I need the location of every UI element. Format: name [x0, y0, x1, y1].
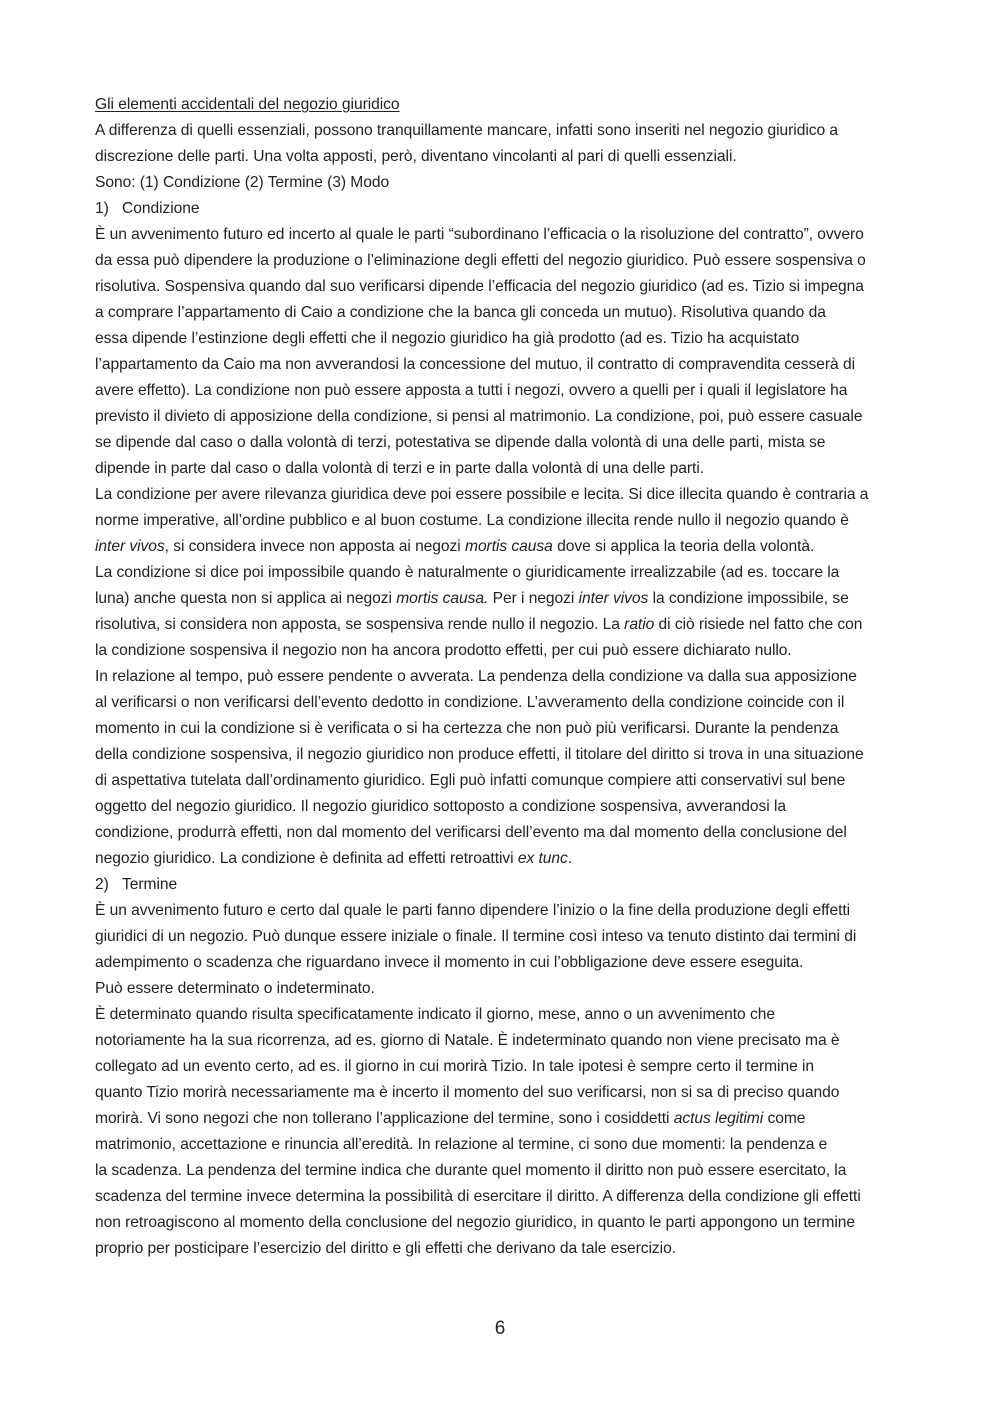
- text-span: morirà. Vi sono negozi che non tollerano l’applicazione del termine, sono i cosiddetti: [95, 1110, 674, 1127]
- text-span: , si considera invece non apposta ai negozi: [164, 538, 465, 555]
- intro-line: A differenza di quelli essenziali, possono tranquillamente mancare, infatti sono inseriti nel negozio giuridico a: [95, 122, 839, 139]
- text-line: proprio per posticipare l’esercizio del diritto e gli effetti che derivano da tale esercizio.: [95, 1240, 676, 1257]
- document-body: [95, 92, 915, 1262]
- text-line: norme imperative, all’ordine pubblico e al buon costume. La condizione illecita rende nullo il negozio quando è: [95, 512, 849, 529]
- text-line: risolutiva. Sospensiva quando dal suo verificarsi dipende l’efficacia del negozio giuridico (ad es. Tizio si impegna: [95, 278, 864, 295]
- text-line: È determinato quando risulta specificatamente indicato il giorno, mese, anno o un avvenimento che: [95, 1006, 775, 1023]
- text-line: [95, 846, 915, 872]
- text-line: dipende in parte dal caso o dalla volontà di terzi e in parte dalla volontà di una delle parti.: [95, 460, 705, 477]
- text-line: La condizione si dice poi impossibile quando è naturalmente o giuridicamente irrealizzabile (ad es. toccare la: [95, 564, 840, 581]
- text-line: la scadenza. La pendenza del termine indica che durante quel momento il diritto non può essere esercitato, la: [95, 1162, 847, 1179]
- text-line: collegato ad un evento certo, ad es. il giorno in cui morirà Tizio. In tale ipotesi è sempre certo il termine in: [95, 1058, 815, 1075]
- italic-term: inter vivos: [578, 590, 649, 607]
- text-line: da essa può dipendere la produzione o l’eliminazione degli effetti del negozio giuridico. Può essere sospensiva o: [95, 252, 866, 269]
- text-line: avere effetto). La condizione non può essere apposta a tutti i negozi, ovvero a quelli per i quali il legislatore ha: [95, 382, 848, 399]
- text-span: come: [763, 1110, 806, 1127]
- text-span: dove si applica la teoria della volontà.: [552, 538, 815, 555]
- document-title: Gli elementi accidentali del negozio giuridico: [95, 96, 400, 113]
- text-line: non retroagiscono al momento della conclusione del negozio giuridico, in quanto le parti appongono un termine: [95, 1214, 856, 1231]
- italic-term: mortis causa.: [396, 590, 489, 607]
- page-number: 6: [494, 1318, 506, 1339]
- text-span: .: [567, 850, 573, 867]
- intro-line: discrezione delle parti. Una volta apposti, però, diventano vincolanti al pari di quelli essenziali.: [95, 148, 737, 165]
- text-line: al verificarsi o non verificarsi dell’evento dedotto in condizione. L’avveramento della condizione coincide con il: [95, 694, 845, 711]
- text-line: condizione, produrrà effetti, non dal momento del verificarsi dell’evento ma dal momento della conclusione del: [95, 824, 847, 841]
- section-title: Condizione: [122, 200, 200, 217]
- text-line: essa dipende l’estinzione degli effetti che il negozio giuridico ha già prodotto (ad es. Tizio ha acquistato: [95, 330, 800, 347]
- text-line: l’appartamento da Caio ma non avverandosi la concessione del mutuo, il contratto di compravendita cesserà di: [95, 356, 855, 373]
- italic-term: actus legitimi: [673, 1110, 764, 1127]
- text-span: di ciò risiede nel fatto che con: [654, 616, 863, 633]
- italic-term: ex tunc: [517, 850, 568, 867]
- text-line: matrimonio, accettazione e rinuncia all’eredità. In relazione al termine, ci sono due momenti: la pendenza e: [95, 1136, 828, 1153]
- section-number: 1): [95, 200, 109, 217]
- text-line: momento in cui la condizione si è verificata o si ha certezza che non può più verificarsi. Durante la pendenza: [95, 720, 839, 737]
- text-line: la condizione sospensiva il negozio non ha ancora prodotto effetti, per cui può essere dichiarato nullo.: [95, 642, 792, 659]
- text-line: della condizione sospensiva, il negozio giuridico non produce effetti, il titolare del diritto si trova in una situazione: [95, 746, 864, 763]
- text-span: la condizione impossibile, se: [648, 590, 849, 607]
- italic-term: ratio: [624, 616, 655, 633]
- text-line: a comprare l’appartamento di Caio a condizione che la banca gli conceda un mutuo). Risolutiva quando da: [95, 304, 826, 321]
- text-line: previsto il divieto di apposizione della condizione, si pensi al matrimonio. La condizione, poi, può essere casuale: [95, 408, 863, 425]
- section-number: 2): [95, 876, 109, 893]
- text-line: quanto Tizio morirà necessariamente ma è incerto il momento del suo verificarsi, non si sa di preciso quando: [95, 1084, 840, 1101]
- italic-term: inter vivos: [95, 538, 165, 555]
- text-line: [95, 586, 915, 612]
- text-line: adempimento o scadenza che riguardano invece il momento in cui l’obbligazione deve essere eseguita.: [95, 954, 804, 971]
- text-line: [95, 1106, 915, 1132]
- text-line: Può essere determinato o indeterminato.: [95, 980, 375, 997]
- text-line: In relazione al tempo, può essere pendente o avverata. La pendenza della condizione va dalla sua apposizione: [95, 668, 857, 685]
- section-title: Termine: [122, 876, 178, 893]
- text-line: La condizione per avere rilevanza giuridica deve poi essere possibile e lecita. Si dice illecita quando è contraria a: [95, 486, 869, 503]
- text-line: È un avvenimento futuro e certo dal quale le parti fanno dipendere l’inizio o la fine della produzione degli effetti: [95, 902, 851, 919]
- section-heading-termine: [95, 872, 915, 898]
- text-line: [95, 612, 915, 638]
- text-span: Per i negozi: [488, 590, 579, 607]
- text-span: luna) anche questa non si applica ai negozi: [95, 590, 397, 607]
- text-span: negozio giuridico. La condizione è definita ad effetti retroattivi: [95, 850, 518, 867]
- intro-line: Sono: (1) Condizione (2) Termine (3) Modo: [95, 174, 390, 191]
- section-heading-condizione: [95, 196, 915, 222]
- text-line: [95, 534, 915, 560]
- text-line: se dipende dal caso o dalla volontà di terzi, potestativa se dipende dalla volontà di una delle parti, mista se: [95, 434, 826, 451]
- text-line: giuridici di un negozio. Può dunque essere iniziale o finale. Il termine così inteso va tenuto distinto dai termini di: [95, 928, 857, 945]
- text-line: oggetto del negozio giuridico. Il negozio giuridico sottoposto a condizione sospensiva, avverandosi la: [95, 798, 787, 815]
- italic-term: mortis causa: [465, 538, 553, 555]
- text-line: notoriamente ha la sua ricorrenza, ad es. giorno di Natale. È indeterminato quando non viene precisato ma è: [95, 1032, 840, 1049]
- text-line: di aspettativa tutelata dall’ordinamento giuridico. Egli può infatti comunque compiere atti conservativi sul bene: [95, 772, 846, 789]
- text-span: risolutiva, si considera non apposta, se sospensiva rende nullo il negozio. La: [95, 616, 625, 633]
- text-line: scadenza del termine invece determina la possibilità di esercitare il diritto. A differenza della condizione gli effetti: [95, 1188, 861, 1205]
- text-line: È un avvenimento futuro ed incerto al quale le parti “subordinano l’efficacia o la risoluzione del contratto”, ovvero: [95, 226, 864, 243]
